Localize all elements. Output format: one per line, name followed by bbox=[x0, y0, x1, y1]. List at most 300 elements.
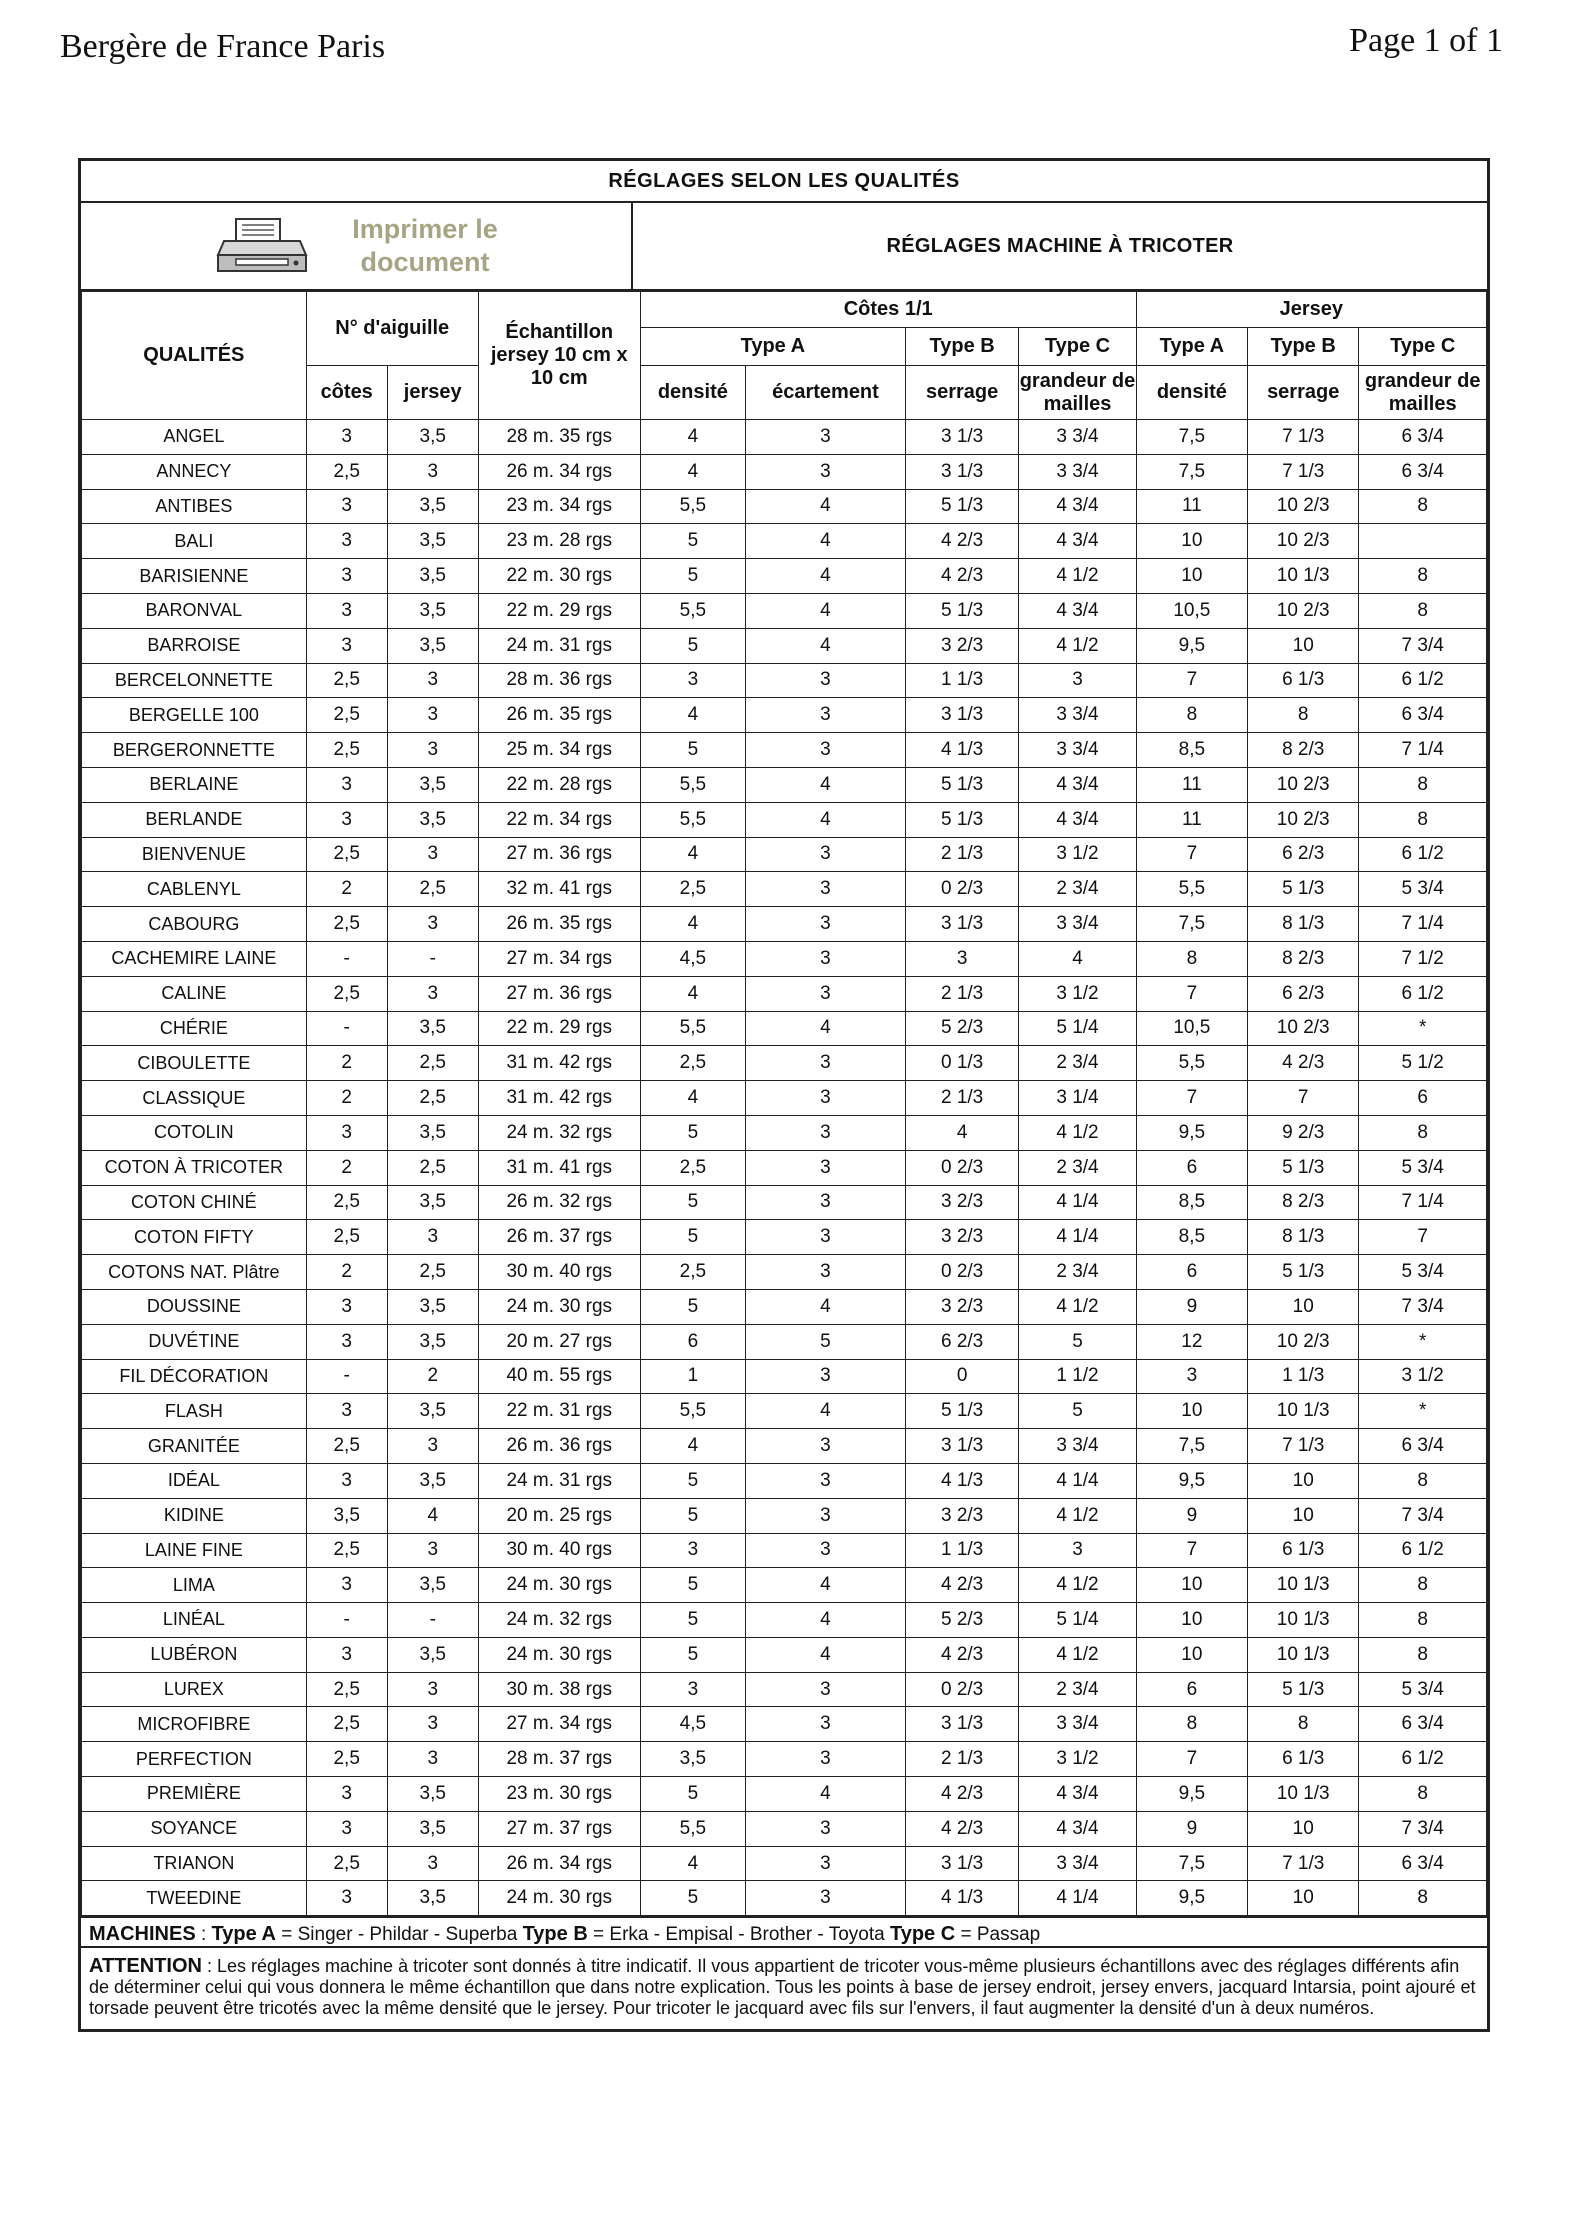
table-row bbox=[82, 1081, 1487, 1116]
table-cell: 7,5 bbox=[1136, 420, 1247, 455]
table-cell: 4 bbox=[746, 802, 906, 837]
table-cell: 3 bbox=[306, 1637, 387, 1672]
table-cell: 10 1/3 bbox=[1248, 559, 1359, 594]
table-cell: - bbox=[306, 1603, 387, 1638]
quality-name: LUREX bbox=[82, 1672, 307, 1707]
group-jersey: Jersey bbox=[1136, 292, 1486, 328]
table-cell: 6 1/2 bbox=[1359, 837, 1487, 872]
table-row bbox=[82, 1672, 1487, 1707]
table-row bbox=[82, 1011, 1487, 1046]
table-cell: 5 1/3 bbox=[905, 767, 1018, 802]
group-cotes: Côtes 1/1 bbox=[640, 292, 1136, 328]
table-cell: 28 m. 36 rgs bbox=[478, 663, 640, 698]
table-cell: 7 bbox=[1136, 1081, 1247, 1116]
table-cell: 3 2/3 bbox=[905, 1289, 1018, 1324]
table-cell: 10 bbox=[1248, 1289, 1359, 1324]
table-cell: 3 bbox=[387, 663, 478, 698]
table-cell: 3 bbox=[1019, 663, 1136, 698]
table-cell: 24 m. 31 rgs bbox=[478, 1463, 640, 1498]
table-cell: 4 bbox=[746, 1777, 906, 1812]
table-cell: 3 1/2 bbox=[1019, 837, 1136, 872]
table-cell: 2 1/3 bbox=[905, 1081, 1018, 1116]
table-body bbox=[82, 420, 1487, 1916]
table-cell: 26 m. 35 rgs bbox=[478, 698, 640, 733]
table-cell: 3 bbox=[746, 663, 906, 698]
table-cell: 4 1/2 bbox=[1019, 1568, 1136, 1603]
table-cell: 6 1/2 bbox=[1359, 1533, 1487, 1568]
table-cell: 3 3/4 bbox=[1019, 1846, 1136, 1881]
quality-name: LAINE FINE bbox=[82, 1533, 307, 1568]
jersey-type-c: Type C bbox=[1359, 328, 1487, 366]
table-cell: 8 bbox=[1359, 1603, 1487, 1638]
table-cell: 4 1/3 bbox=[905, 1881, 1018, 1916]
table-row bbox=[82, 1359, 1487, 1394]
table-cell: 2,5 bbox=[387, 1255, 478, 1290]
table-cell: 4 bbox=[746, 1289, 906, 1324]
print-document-button[interactable] bbox=[81, 203, 633, 289]
quality-name: BERLAINE bbox=[82, 767, 307, 802]
table-row bbox=[82, 524, 1487, 559]
table-cell: 3 1/2 bbox=[1019, 976, 1136, 1011]
table-cell: 3 bbox=[306, 489, 387, 524]
quality-name: BERCELONNETTE bbox=[82, 663, 307, 698]
table-cell: 3 bbox=[387, 1846, 478, 1881]
table-cell: 6 3/4 bbox=[1359, 1846, 1487, 1881]
table-cell: 2,5 bbox=[640, 872, 745, 907]
table-cell: 6 bbox=[1136, 1150, 1247, 1185]
table-cell: 9 2/3 bbox=[1248, 1115, 1359, 1150]
table-cell: 2,5 bbox=[306, 1220, 387, 1255]
table-row bbox=[82, 559, 1487, 594]
table-cell: 8 bbox=[1359, 1637, 1487, 1672]
table-cell: 24 m. 30 rgs bbox=[478, 1568, 640, 1603]
table-cell: 3,5 bbox=[387, 489, 478, 524]
table-row bbox=[82, 941, 1487, 976]
table-cell: 9,5 bbox=[1136, 1115, 1247, 1150]
table-cell: 26 m. 34 rgs bbox=[478, 1846, 640, 1881]
table-cell: 7 3/4 bbox=[1359, 628, 1487, 663]
table-cell: 6 1/2 bbox=[1359, 976, 1487, 1011]
table-cell: 7 1/3 bbox=[1248, 420, 1359, 455]
table-cell: 1 1/3 bbox=[905, 663, 1018, 698]
table-cell: 6 bbox=[1136, 1672, 1247, 1707]
settings-table bbox=[81, 291, 1487, 1916]
table-cell: 3 bbox=[746, 733, 906, 768]
table-cell: 3 bbox=[746, 1811, 906, 1846]
table-cell: 7 3/4 bbox=[1359, 1289, 1487, 1324]
table-cell: 4,5 bbox=[640, 941, 745, 976]
table-cell: 1 1/3 bbox=[905, 1533, 1018, 1568]
table-cell: 9,5 bbox=[1136, 628, 1247, 663]
table-cell: 3,5 bbox=[387, 1394, 478, 1429]
quality-name: FIL DÉCORATION bbox=[82, 1359, 307, 1394]
table-cell: 9,5 bbox=[1136, 1777, 1247, 1812]
table-cell: 2 1/3 bbox=[905, 837, 1018, 872]
quality-name: BALI bbox=[82, 524, 307, 559]
table-cell: 4 bbox=[640, 420, 745, 455]
quality-name: CHÉRIE bbox=[82, 1011, 307, 1046]
table-cell: - bbox=[387, 1603, 478, 1638]
table-cell: 5 1/2 bbox=[1359, 1046, 1487, 1081]
table-cell: 4 bbox=[746, 1637, 906, 1672]
table-cell: 2 3/4 bbox=[1019, 1255, 1136, 1290]
table-cell: 3 1/3 bbox=[905, 1707, 1018, 1742]
quality-name: BIENVENUE bbox=[82, 837, 307, 872]
table-cell: - bbox=[387, 941, 478, 976]
table-cell: 2,5 bbox=[306, 976, 387, 1011]
table-cell: 5 1/3 bbox=[1248, 1672, 1359, 1707]
table-cell: 5 bbox=[640, 1603, 745, 1638]
table-cell: 3 bbox=[746, 1463, 906, 1498]
table-cell: 5 bbox=[640, 1463, 745, 1498]
table-cell: 20 m. 25 rgs bbox=[478, 1498, 640, 1533]
quality-name: CIBOULETTE bbox=[82, 1046, 307, 1081]
table-cell: 7 bbox=[1136, 663, 1247, 698]
table-cell: 0 2/3 bbox=[905, 872, 1018, 907]
table-cell: 6 3/4 bbox=[1359, 454, 1487, 489]
table-row bbox=[82, 802, 1487, 837]
table-cell: 3 2/3 bbox=[905, 1220, 1018, 1255]
table-cell: 4 bbox=[746, 1568, 906, 1603]
table-cell: 24 m. 30 rgs bbox=[478, 1637, 640, 1672]
table-cell: 2,5 bbox=[306, 698, 387, 733]
table-cell: 8 bbox=[1359, 593, 1487, 628]
attention-note: ATTENTION : Les réglages machine à tricoter sont donnés à titre indicatif. Il vous appartient de tricoter vous-même plusieurs échantillons avec des réglages différents afin de déterminer celui qui vous donnera le même échantillon que dans notre explication. Tous les points à base de jersey endroit, jersey envers, jacquard Intarsia, point ajouré et torsade peuvent être tricotés avec la même densité que le jersey. Pour tricoter le jacquard avec fils sur l'envers, il faut augmenter la densité d'un à deux numéros. bbox=[81, 1946, 1487, 2029]
table-cell: 22 m. 29 rgs bbox=[478, 593, 640, 628]
table-cell: 0 2/3 bbox=[905, 1255, 1018, 1290]
quality-name: BARONVAL bbox=[82, 593, 307, 628]
table-cell: 2 3/4 bbox=[1019, 872, 1136, 907]
table-cell: 27 m. 34 rgs bbox=[478, 941, 640, 976]
table-cell: 23 m. 28 rgs bbox=[478, 524, 640, 559]
table-cell: 4 bbox=[387, 1498, 478, 1533]
table-cell: 9 bbox=[1136, 1289, 1247, 1324]
table-cell: 5 bbox=[640, 1777, 745, 1812]
table-row bbox=[82, 1220, 1487, 1255]
table-cell: 3 3/4 bbox=[1019, 1429, 1136, 1464]
table-cell: 32 m. 41 rgs bbox=[478, 872, 640, 907]
table-cell: 30 m. 40 rgs bbox=[478, 1255, 640, 1290]
table-cell: 3 bbox=[387, 837, 478, 872]
publisher-name: Bergère de France Paris bbox=[60, 28, 386, 65]
table-row bbox=[82, 1742, 1487, 1777]
table-cell: 3 bbox=[746, 1255, 906, 1290]
col-qualites: QUALITÉS bbox=[82, 292, 307, 420]
table-cell: 6 bbox=[1136, 1255, 1247, 1290]
quality-name: TWEEDINE bbox=[82, 1881, 307, 1916]
table-cell: 2 3/4 bbox=[1019, 1672, 1136, 1707]
table-cell: 4 bbox=[640, 907, 745, 942]
table-cell: 3,5 bbox=[387, 1115, 478, 1150]
table-cell: 2,5 bbox=[306, 1846, 387, 1881]
table-cell: 2 bbox=[306, 1150, 387, 1185]
quality-name: PERFECTION bbox=[82, 1742, 307, 1777]
machine-settings-title: RÉGLAGES MACHINE À TRICOTER bbox=[886, 234, 1234, 257]
table-cell: 7,5 bbox=[1136, 907, 1247, 942]
table-cell: 22 m. 28 rgs bbox=[478, 767, 640, 802]
table-cell: 10 bbox=[1248, 628, 1359, 663]
table-cell: 4 1/4 bbox=[1019, 1185, 1136, 1220]
table-cell: 5 bbox=[640, 1568, 745, 1603]
table-cell: 5 bbox=[1019, 1394, 1136, 1429]
table-cell: 11 bbox=[1136, 802, 1247, 837]
printer-icon bbox=[214, 215, 310, 277]
table-cell: 3 bbox=[387, 454, 478, 489]
table-cell: 4 1/4 bbox=[1019, 1463, 1136, 1498]
table-cell: 3 bbox=[640, 1533, 745, 1568]
table-cell: 31 m. 41 rgs bbox=[478, 1150, 640, 1185]
table-cell: 3 bbox=[640, 663, 745, 698]
table-cell: 3 bbox=[746, 1046, 906, 1081]
quality-name: ANGEL bbox=[82, 420, 307, 455]
table-cell: 8 bbox=[1136, 1707, 1247, 1742]
table-cell: 3,5 bbox=[640, 1742, 745, 1777]
table-cell: 24 m. 30 rgs bbox=[478, 1289, 640, 1324]
table-cell: 10 bbox=[1136, 1568, 1247, 1603]
table-cell: 10 bbox=[1136, 559, 1247, 594]
table-cell: 4 1/2 bbox=[1019, 559, 1136, 594]
table-cell: 6 3/4 bbox=[1359, 698, 1487, 733]
table-cell: 6 3/4 bbox=[1359, 1429, 1487, 1464]
table-cell: 4 2/3 bbox=[905, 1811, 1018, 1846]
quality-name: LINÉAL bbox=[82, 1603, 307, 1638]
table-cell: - bbox=[306, 1011, 387, 1046]
table-cell: 3 bbox=[746, 1498, 906, 1533]
table-cell: 3 bbox=[1019, 1533, 1136, 1568]
table-cell: 12 bbox=[1136, 1324, 1247, 1359]
table-cell: 11 bbox=[1136, 767, 1247, 802]
table-cell: 2 bbox=[306, 872, 387, 907]
table-row bbox=[82, 1811, 1487, 1846]
quality-name: CLASSIQUE bbox=[82, 1081, 307, 1116]
table-cell: 3 bbox=[746, 1115, 906, 1150]
table-cell: 3 bbox=[746, 941, 906, 976]
quality-name: ANNECY bbox=[82, 454, 307, 489]
table-cell: 5 bbox=[1019, 1324, 1136, 1359]
table-cell: 3,5 bbox=[387, 1637, 478, 1672]
table-cell: 3 bbox=[746, 976, 906, 1011]
quality-name: DOUSSINE bbox=[82, 1289, 307, 1324]
table-row bbox=[82, 420, 1487, 455]
table-cell: 3 bbox=[306, 767, 387, 802]
table-cell: 4 3/4 bbox=[1019, 1777, 1136, 1812]
table-cell: 3 bbox=[746, 1185, 906, 1220]
table-cell: 3,5 bbox=[387, 593, 478, 628]
table-cell: 3 1/2 bbox=[1019, 1742, 1136, 1777]
table-cell: 2 bbox=[306, 1255, 387, 1290]
table-cell: 3 bbox=[746, 1150, 906, 1185]
table-cell: 4 2/3 bbox=[905, 1777, 1018, 1812]
table-cell: 3 bbox=[746, 1533, 906, 1568]
table-cell: 4 3/4 bbox=[1019, 489, 1136, 524]
table-cell: 4 3/4 bbox=[1019, 1811, 1136, 1846]
table-cell: 3 bbox=[306, 524, 387, 559]
table-cell: 2,5 bbox=[306, 1742, 387, 1777]
table-cell: 2,5 bbox=[306, 663, 387, 698]
table-cell: 2,5 bbox=[387, 1081, 478, 1116]
quality-name: COTON FIFTY bbox=[82, 1220, 307, 1255]
table-cell: 3,5 bbox=[387, 1185, 478, 1220]
table-cell: 3 1/3 bbox=[905, 698, 1018, 733]
table-cell: 7 1/4 bbox=[1359, 733, 1487, 768]
table-cell: 22 m. 30 rgs bbox=[478, 559, 640, 594]
quality-name: DUVÉTINE bbox=[82, 1324, 307, 1359]
quality-name: LUBÉRON bbox=[82, 1637, 307, 1672]
table-cell: 22 m. 31 rgs bbox=[478, 1394, 640, 1429]
table-cell: 22 m. 29 rgs bbox=[478, 1011, 640, 1046]
table-cell: 10 bbox=[1136, 1637, 1247, 1672]
table-cell: 24 m. 30 rgs bbox=[478, 1881, 640, 1916]
table-cell: 3 bbox=[387, 976, 478, 1011]
table-row bbox=[82, 1324, 1487, 1359]
quality-name: CALINE bbox=[82, 976, 307, 1011]
table-cell: 7 1/3 bbox=[1248, 1846, 1359, 1881]
table-cell: 4 1/3 bbox=[905, 1463, 1018, 1498]
table-cell: 23 m. 30 rgs bbox=[478, 1777, 640, 1812]
table-cell: 7 3/4 bbox=[1359, 1498, 1487, 1533]
table-row bbox=[82, 1568, 1487, 1603]
table-cell: 5 bbox=[640, 524, 745, 559]
table-cell: 5 3/4 bbox=[1359, 1255, 1487, 1290]
table-cell: 4 1/4 bbox=[1019, 1881, 1136, 1916]
table-cell: 25 m. 34 rgs bbox=[478, 733, 640, 768]
table-cell: 3 bbox=[905, 941, 1018, 976]
table-cell: 5 1/3 bbox=[1248, 872, 1359, 907]
settings-sheet bbox=[78, 158, 1490, 2032]
table-row bbox=[82, 593, 1487, 628]
table-cell: 10 bbox=[1248, 1463, 1359, 1498]
table-cell: 3 bbox=[306, 593, 387, 628]
table-cell: 3,5 bbox=[387, 628, 478, 663]
table-cell: 3 bbox=[306, 802, 387, 837]
col-cotes-densite: densité bbox=[640, 366, 745, 420]
table-cell: 4 2/3 bbox=[905, 559, 1018, 594]
col-jersey-densite: densité bbox=[1136, 366, 1247, 420]
quality-name: MICROFIBRE bbox=[82, 1707, 307, 1742]
col-cotes-grandeur: grandeur de mailles bbox=[1019, 366, 1136, 420]
table-cell: 2,5 bbox=[640, 1255, 745, 1290]
table-cell: 5 bbox=[640, 733, 745, 768]
table-cell: 10 2/3 bbox=[1248, 524, 1359, 559]
table-cell: 4 bbox=[1019, 941, 1136, 976]
table-cell: 3 bbox=[306, 420, 387, 455]
table-cell: 3,5 bbox=[387, 1811, 478, 1846]
table-cell: 3 bbox=[746, 837, 906, 872]
quality-name: CABOURG bbox=[82, 907, 307, 942]
table-cell: 7,5 bbox=[1136, 454, 1247, 489]
table-cell: 8,5 bbox=[1136, 1220, 1247, 1255]
table-cell: 3 bbox=[306, 1463, 387, 1498]
legend-text: : Type A = Singer - Phildar - Superba Type B = Erka - Empisal - Brother - Toyota Type C = Passap bbox=[200, 1923, 1041, 1946]
table-cell: 9,5 bbox=[1136, 1463, 1247, 1498]
quality-name: PREMIÈRE bbox=[82, 1777, 307, 1812]
table-cell: 3 2/3 bbox=[905, 628, 1018, 663]
table-row bbox=[82, 976, 1487, 1011]
table-cell: 5 2/3 bbox=[905, 1011, 1018, 1046]
table-cell: 4 1/2 bbox=[1019, 1289, 1136, 1324]
table-cell: 0 2/3 bbox=[905, 1672, 1018, 1707]
table-cell: 8 bbox=[1359, 1568, 1487, 1603]
table-cell: 4 bbox=[640, 1429, 745, 1464]
table-cell: 2,5 bbox=[306, 837, 387, 872]
table-cell: 4 bbox=[640, 1846, 745, 1881]
table-cell: 4 bbox=[746, 1394, 906, 1429]
table-cell: 27 m. 37 rgs bbox=[478, 1811, 640, 1846]
table-cell: 6 1/2 bbox=[1359, 663, 1487, 698]
table-cell: 8 1/3 bbox=[1248, 1220, 1359, 1255]
table-cell: 2,5 bbox=[306, 1533, 387, 1568]
table-cell: 4 bbox=[746, 524, 906, 559]
table-row bbox=[82, 628, 1487, 663]
table-cell: 4 bbox=[905, 1115, 1018, 1150]
table-cell: 5,5 bbox=[640, 1011, 745, 1046]
table-cell: 3 bbox=[306, 1394, 387, 1429]
table-cell: 10 2/3 bbox=[1248, 1011, 1359, 1046]
table-cell: 6 1/3 bbox=[1248, 663, 1359, 698]
table-cell: 8 2/3 bbox=[1248, 941, 1359, 976]
table-cell: 3 bbox=[746, 1672, 906, 1707]
table-cell: 7 bbox=[1136, 976, 1247, 1011]
table-cell: 4 3/4 bbox=[1019, 802, 1136, 837]
table-row bbox=[82, 1150, 1487, 1185]
table-cell: 4 3/4 bbox=[1019, 593, 1136, 628]
table-cell: 4 1/2 bbox=[1019, 1637, 1136, 1672]
table-cell: 6 3/4 bbox=[1359, 1707, 1487, 1742]
table-cell: 3 bbox=[306, 1881, 387, 1916]
table-cell: 7,5 bbox=[1136, 1846, 1247, 1881]
table-cell: 7 bbox=[1136, 837, 1247, 872]
table-cell: 8 bbox=[1359, 1115, 1487, 1150]
table-cell: 5 1/3 bbox=[1248, 1255, 1359, 1290]
table-cell: 5 1/3 bbox=[905, 593, 1018, 628]
table-row bbox=[82, 1707, 1487, 1742]
table-cell: 7 bbox=[1248, 1081, 1359, 1116]
quality-name: GRANITÉE bbox=[82, 1429, 307, 1464]
table-cell: 3 bbox=[306, 1777, 387, 1812]
table-cell: 30 m. 40 rgs bbox=[478, 1533, 640, 1568]
table-row bbox=[82, 1603, 1487, 1638]
table-cell: 4 bbox=[640, 698, 745, 733]
table-cell: 3 bbox=[306, 1568, 387, 1603]
table-cell: 4 1/2 bbox=[1019, 628, 1136, 663]
table-cell: 0 bbox=[905, 1359, 1018, 1394]
table-cell: 3,5 bbox=[387, 559, 478, 594]
table-cell: 2 1/3 bbox=[905, 976, 1018, 1011]
table-cell: 3 1/2 bbox=[1359, 1359, 1487, 1394]
table-row bbox=[82, 663, 1487, 698]
table-row bbox=[82, 907, 1487, 942]
table-cell: 7 1/2 bbox=[1359, 941, 1487, 976]
table-cell: * bbox=[1359, 1394, 1487, 1429]
table-cell: 3,5 bbox=[387, 1324, 478, 1359]
table-cell: 3 3/4 bbox=[1019, 733, 1136, 768]
table-row bbox=[82, 1185, 1487, 1220]
table-row bbox=[82, 1881, 1487, 1916]
table-cell: 7 bbox=[1136, 1533, 1247, 1568]
cotes-type-a: Type A bbox=[640, 328, 905, 366]
table-cell: 3 bbox=[746, 698, 906, 733]
col-jersey-grandeur: grandeur de mailles bbox=[1359, 366, 1487, 420]
table-cell: 3 bbox=[387, 1742, 478, 1777]
table-cell: 40 m. 55 rgs bbox=[478, 1359, 640, 1394]
table-cell: 5 3/4 bbox=[1359, 872, 1487, 907]
table-cell: 4 2/3 bbox=[905, 524, 1018, 559]
table-cell: 5 bbox=[640, 559, 745, 594]
table-cell: 3,5 bbox=[387, 1289, 478, 1324]
table-cell: 10 2/3 bbox=[1248, 767, 1359, 802]
page-indicator: Page 1 of 1 bbox=[1349, 22, 1503, 59]
table-cell: 10 bbox=[1248, 1881, 1359, 1916]
